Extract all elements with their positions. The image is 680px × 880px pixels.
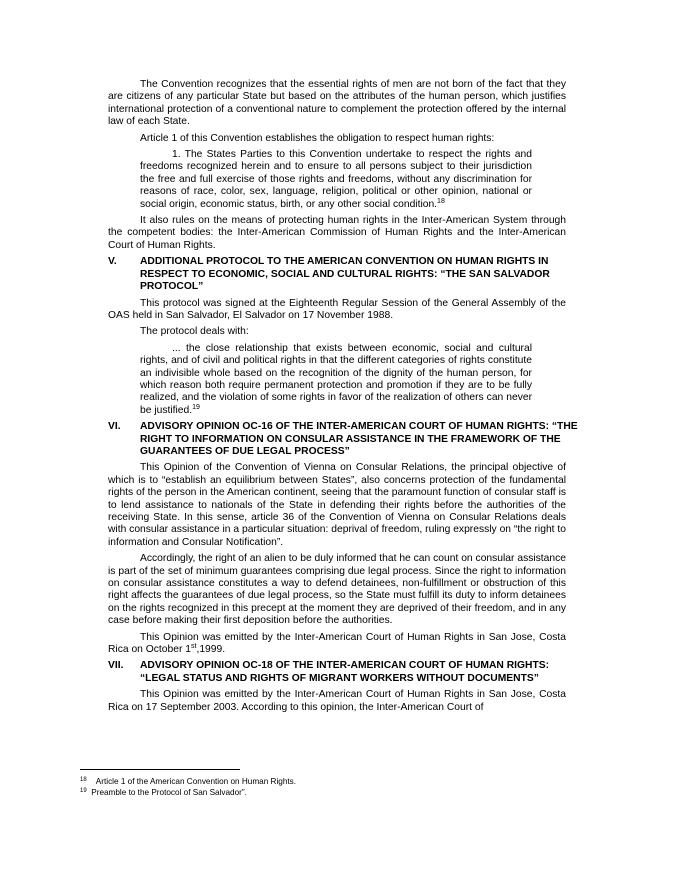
section-title: ADVISORY OPINION OC-18 OF THE INTER-AMERICAN COURT OF HUMAN RIGHTS: “LEGAL STATUS AND RIGHTS OF MIGRANT WORKERS WITHOUT DOCUMENTS”	[140, 660, 550, 684]
quote-text: 1. The States Parties to this Convention undertake to respect the rights and freedoms recognized herein and to ensure to all persons subject to their jurisdiction the free and full exercise of those rights and freedoms, without any discrimination for reasons of race, color, sex, language, religion, political or other opinion, national or social origin, economic status, birth, or any other social condition.	[140, 149, 532, 210]
block-quote	[140, 343, 532, 417]
section-heading	[108, 256, 586, 293]
block-quote	[140, 149, 532, 211]
quote-paragraph	[140, 343, 532, 417]
footnote	[80, 777, 296, 787]
section-heading	[108, 421, 586, 458]
ordinal-suffix: st	[191, 643, 197, 651]
section-title: ADVISORY OPINION OC-16 OF THE INTER-AMERICAN COURT OF HUMAN RIGHTS: “THE RIGHT TO INFORMATION ON CONSULAR ASSISTANCE IN THE FRAMEWORK OF THE GUARANTEES OF DUE LEGAL PROCESS”	[140, 421, 578, 457]
footnote-number: 19	[80, 788, 87, 794]
section-number: VII.	[108, 660, 124, 672]
footnote	[80, 788, 247, 798]
paragraph: This Opinion was emitted by the Inter-American Court of Human Rights in San Jose, Costa Rica on 17 September 2003. According to this opinion, the Inter-American Court of	[108, 689, 566, 713]
document-body	[108, 79, 578, 718]
section-number: VI.	[108, 421, 121, 433]
section-title: ADDITIONAL PROTOCOL TO THE AMERICAN CONVENTION ON HUMAN RIGHTS IN RESPECT TO ECONOMIC, SOCIAL AND CULTURAL RIGHTS: “THE SAN SALVADOR PROTOCOL”	[140, 256, 550, 293]
paragraph: It also rules on the means of protecting human rights in the Inter-American System through the competent bodies: the Inter-American Commission of Human Rights and the Inter-American Court of Human Rights.	[108, 215, 566, 251]
paragraph: Accordingly, the right of an alien to be duly informed that he can count on consular assistance is part of the set of minimum guarantees comprising due legal process. Since the right to information on consular assistance constitutes a way to defend detainees, non-fulfillment or obstruction of this right affects the guarantees of due legal process, so the State must fulfill its duty to inform detainees on the rights recognized in this precept at the moment they are deprived of their freedom, and in any case before making their first deposition before the authorities.	[108, 553, 566, 627]
footnote-ref: 18	[437, 197, 445, 205]
paragraph: This protocol was signed at the Eighteenth Regular Session of the General Assembly of the OAS held in San Salvador, El Salvador on 17 November 1988.	[108, 297, 566, 321]
paragraph-text: This Opinion was emitted by the Inter-American Court of Human Rights in San Jose, Costa Rica on October 1	[108, 631, 566, 656]
footnote-text: Article 1 of the American Convention on Human Rights.	[95, 777, 297, 786]
section-heading	[108, 660, 586, 685]
paragraph	[108, 632, 566, 657]
paragraph: The protocol deals with:	[140, 326, 249, 338]
quote-paragraph	[140, 149, 532, 211]
section-number: V.	[108, 256, 117, 268]
footnote-number: 18	[80, 777, 87, 783]
paragraph: Article 1 of this Convention establishes the obligation to respect human rights:	[140, 132, 495, 144]
quote-text: ... the close relationship that exists between economic, social and cultural rights, and of civil and political rights in that the different categories of rights constitute an indivisible whole based on the recognition of the dignity of the human person, for which reason both require permanent protection and promotion if they are to be fully realized, and the violation of some rights in favor of the realization of others can never be justified.	[140, 342, 532, 416]
paragraph: This Opinion of the Convention of Vienna on Consular Relations, the principal objective of which is to “establish an equilibrium between States”, also concerns protection of the fundamental rights of the person in the American continent, seeing that the paramount function of consular staff is to lend assistance to nationals of the State in defending their rights before the authorities of the receiving State. In this sense, article 36 of the Convention of Vienna on Consular Relations deals with consular assistance in a particular situation: deprival of freedom, ruling expressly on “the right to information and Consular Notification”.	[108, 462, 566, 548]
footnote-text: Preamble to the Protocol of San Salvador”.	[91, 788, 247, 797]
paragraph-text: ,1999.	[196, 644, 226, 656]
footnote-ref: 19	[192, 403, 200, 411]
paragraph: The Convention recognizes that the essential rights of men are not born of the fact that they are citizens of any particular State but based on the attributes of the human person, which justifies international protection of a conventional nature to complement the protection offered by the internal law of each State.	[108, 79, 566, 128]
footnote-separator	[80, 769, 240, 770]
